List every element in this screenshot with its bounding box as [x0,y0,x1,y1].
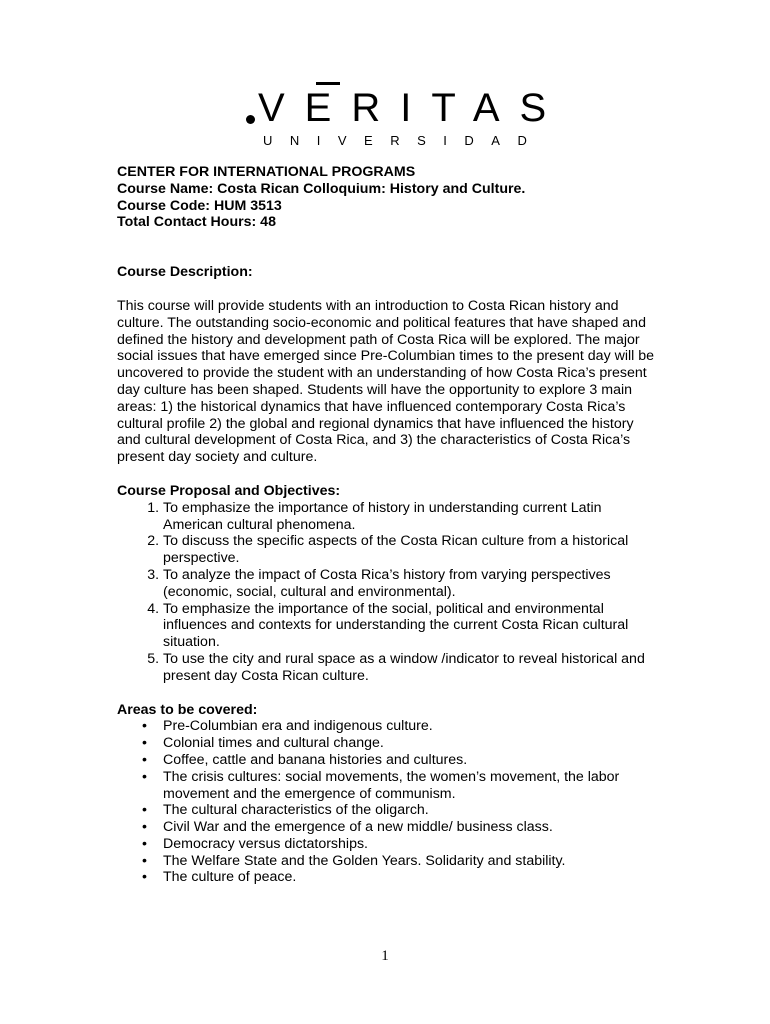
description-title: Course Description: [117,264,253,281]
bullet-icon: • [142,735,147,752]
area-item-text: Colonial times and cultural change. [163,735,384,752]
area-item-text: Civil War and the emergence of a new middle/ business class. [163,819,553,836]
page-number: 1 [381,948,389,964]
objective-item: 5. To use the city and rural space as a window /indicator to reveal historical and present day Costa Rican culture. [163,651,657,685]
course-name: Course Name: Costa Rican Colloquium: History and Culture. [117,180,526,197]
bullet-icon: • [142,852,147,869]
bullet-icon: • [142,751,147,768]
logo-wordmark: VERITAS [258,86,567,130]
bullet-icon: • [142,835,147,852]
contact-hours: Total Contact Hours: 48 [117,214,276,231]
objectives-list [117,500,657,685]
bullet-icon: • [142,768,147,785]
area-item [142,802,657,819]
bullet-icon: • [142,869,147,886]
area-item [142,819,657,836]
areas-list [117,718,657,886]
objective-item: 3. To analyze the impact of Costa Rica’s history from varying perspectives (economic, social, cultural and environmental). [163,567,657,601]
center-title: CENTER FOR INTERNATIONAL PROGRAMS [117,164,416,180]
logo-macron [316,82,340,85]
bullet-icon: • [142,802,147,819]
objective-item: 4. To emphasize the importance of the social, political and environmental influences and contexts for understanding the current Costa Rican cultural situation. [163,601,657,651]
objective-item: 1. To emphasize the importance of history in understanding current Latin American cultural phenomena. [163,500,657,534]
logo-subtitle: UNIVERSIDAD [263,133,545,148]
area-item [142,852,657,870]
areas-title: Areas to be covered: [117,701,258,718]
objective-item: 2. To discuss the specific aspects of the Costa Rican culture from a historical perspective. [163,533,657,567]
area-item-text: The crisis cultures: social movements, the women’s movement, the labor movement and the emergence of communism. [163,768,620,802]
area-item [142,751,657,769]
bullet-icon: • [142,819,147,836]
bullet-icon: • [142,718,147,735]
veritas-logo [0,88,770,158]
course-code: Course Code: HUM 3513 [117,197,282,214]
area-item-text: Democracy versus dictatorships. [163,835,368,852]
area-item [142,718,657,735]
area-item-text: The culture of peace. [163,869,297,886]
area-item-text: Pre-Columbian era and indigenous culture. [163,718,433,735]
area-item-text: The cultural characteristics of the oligarch. [163,802,429,819]
area-item-text: Coffee, cattle and banana histories and cultures. [163,751,468,768]
description-text: This course will provide students with an introduction to Costa Rican history and culture. The outstanding socio-economic and political features that have shaped and defined the history and development path of Costa Rica will be explored. The major social issues that have emerged since Pre-Columbian times to the present day will be uncovered to provide the student with an understanding of how Costa Rica’s present day culture has been shaped. Students will have the opportunity to explore 3 main areas: 1) the historical dynamics that have influenced contemporary Costa Rica’s cultural profile 2) the global and regional dynamics that have influenced the history and cultural development of Costa Rica, and 3) the characteristics of Costa Rica’s present day society and culture. [117,297,655,466]
area-item-text: The Welfare State and the Golden Years. Solidarity and stability. [163,852,566,869]
area-item [142,869,657,886]
area-item [142,735,657,752]
document-body [117,164,657,886]
objectives-title: Course Proposal and Objectives: [117,482,341,499]
logo-dot [246,115,255,124]
area-item [142,768,657,803]
area-item [142,835,657,853]
